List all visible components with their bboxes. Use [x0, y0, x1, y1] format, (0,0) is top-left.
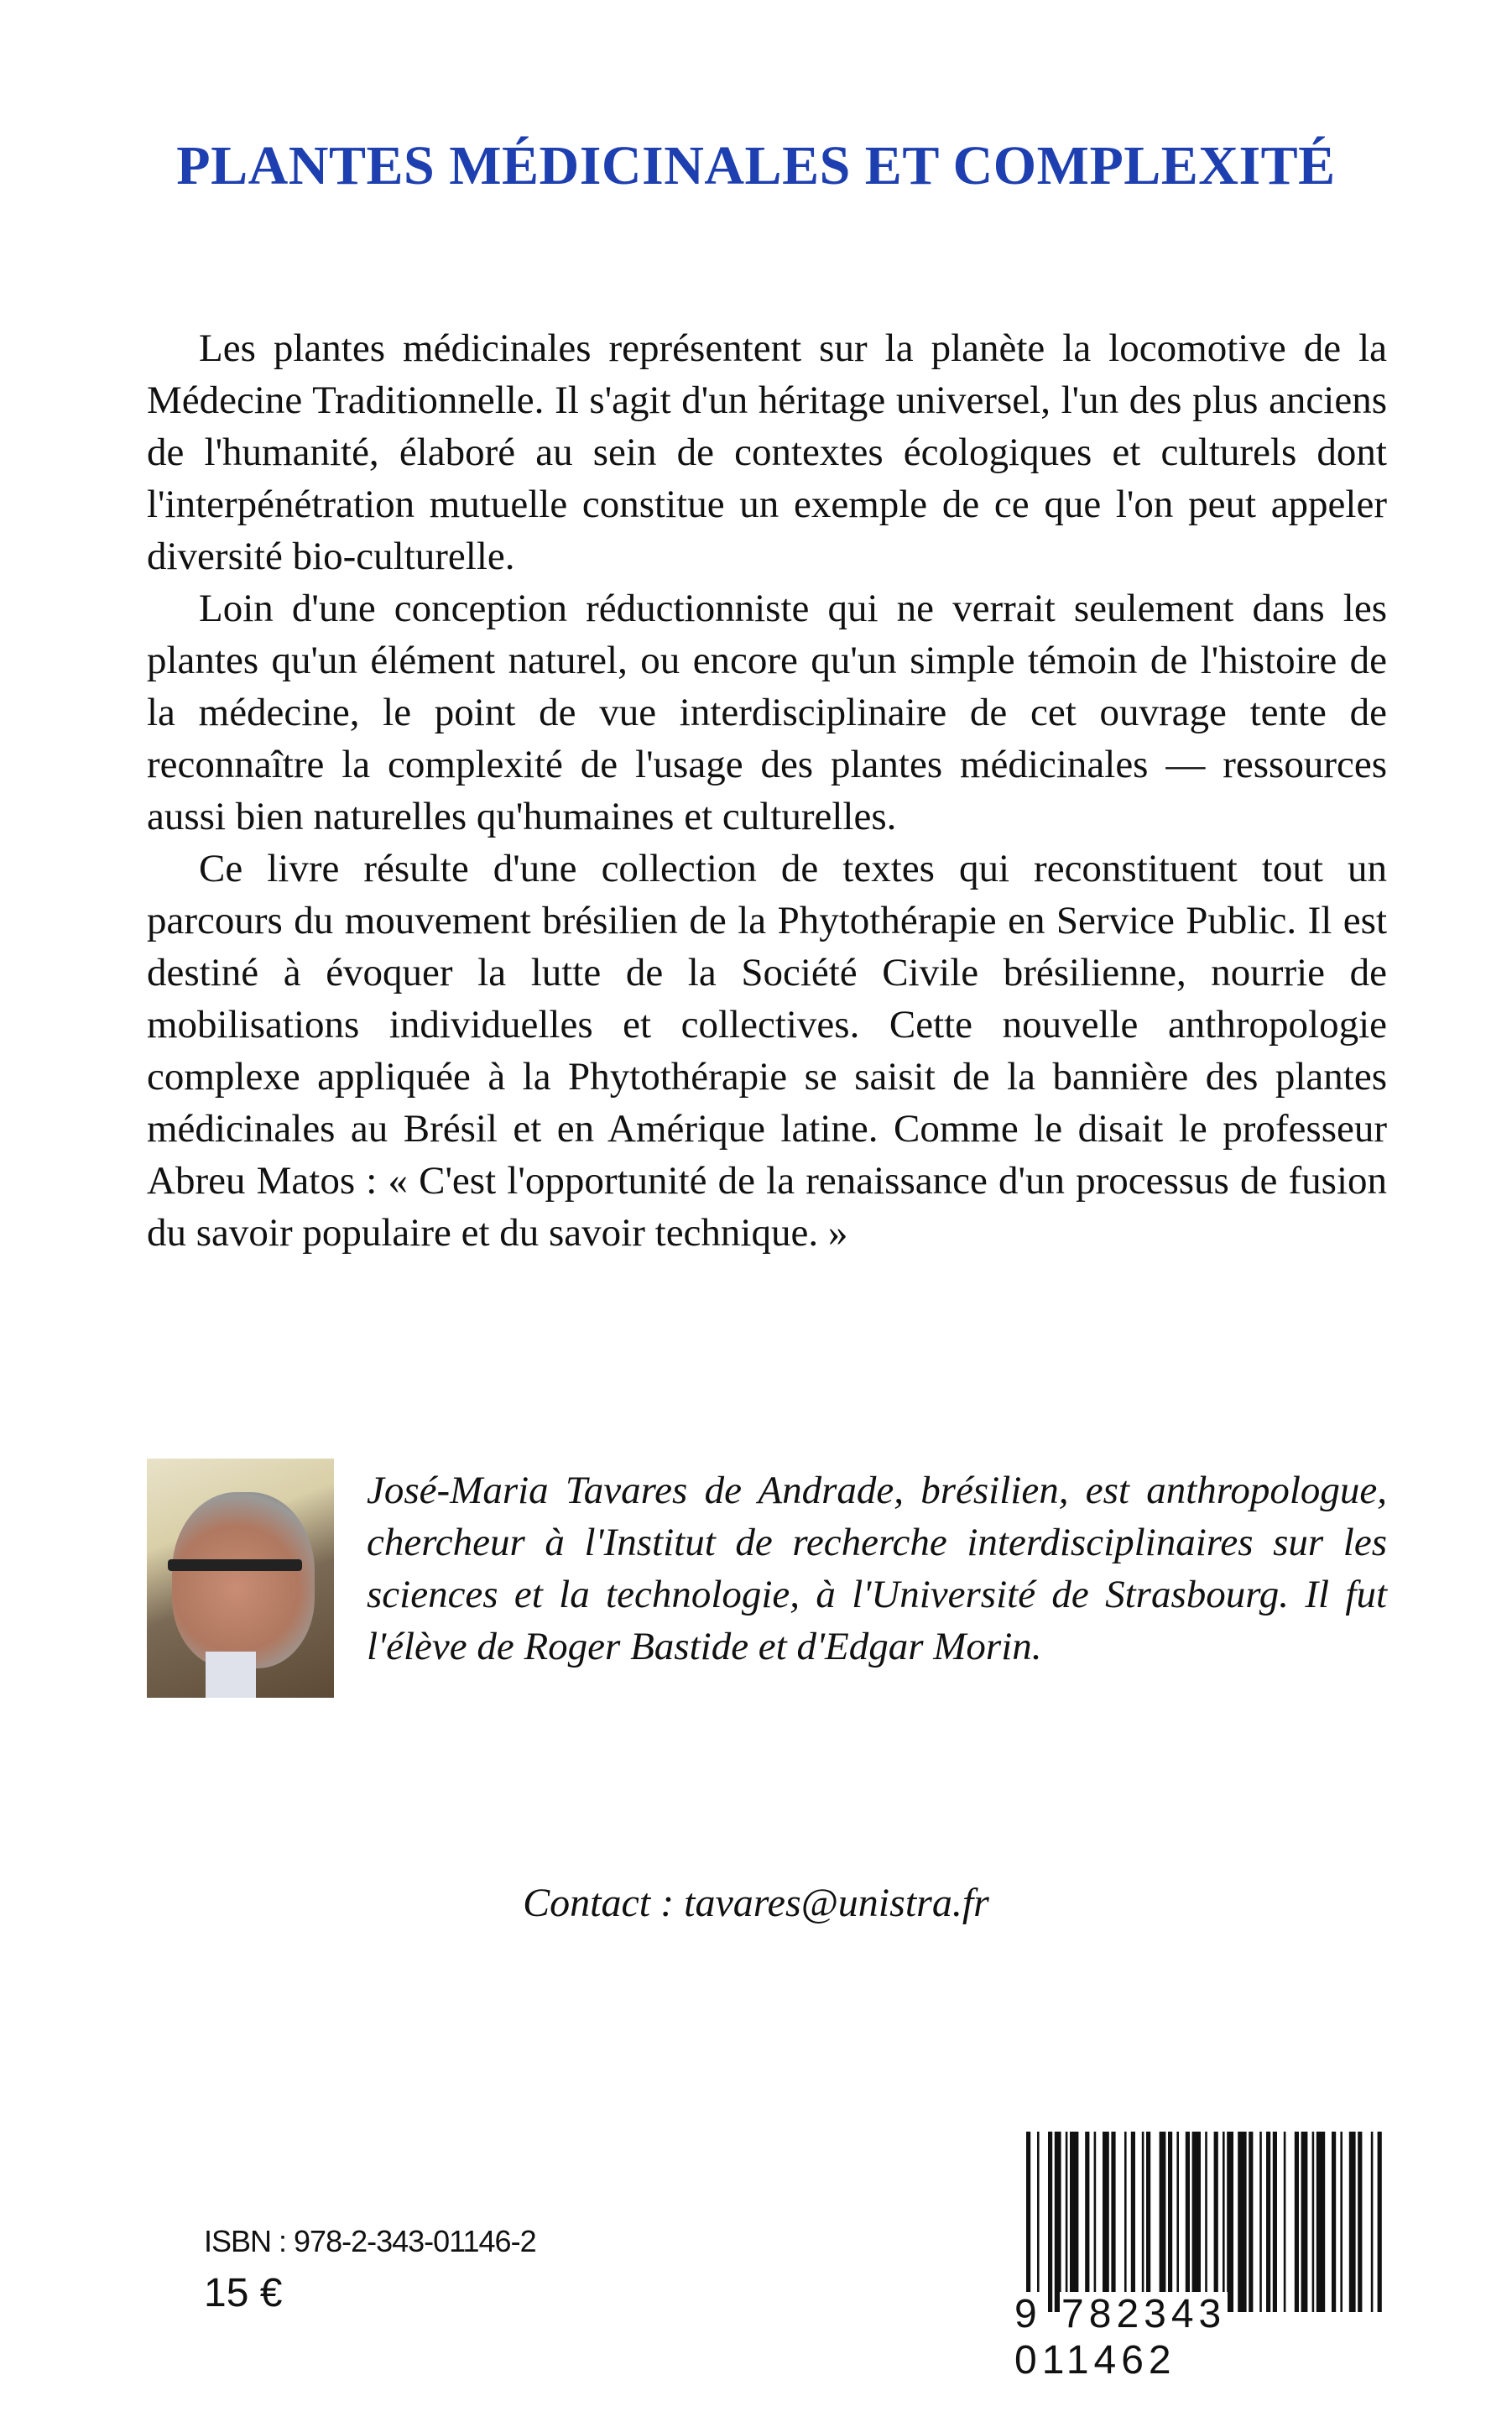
barcode-bar: [1026, 2132, 1030, 2312]
summary-paragraph: Loin d'une conception réductionniste qui ne verrait seulement dans les plantes qu'un élément naturel, ou encore qu'un simple témoin de l'histoire de la médecine, le point de vue interdisciplinaire de cet ouvrage tente de reconnaître la complexité de l'usage des plantes médicinales — ressources aussi bien naturelles qu'humaines et culturelles.: [147, 587, 1387, 838]
barcode-bar: [1160, 2132, 1166, 2312]
barcode-bar: [1349, 2132, 1356, 2312]
barcode-bar: [1124, 2132, 1127, 2312]
barcode-bar: [1295, 2132, 1299, 2312]
author-photo: [147, 1459, 334, 1698]
barcode-bar: [1371, 2132, 1374, 2312]
barcode-bar: [1214, 2132, 1218, 2312]
barcode-bar: [1094, 2132, 1097, 2312]
barcode-bar: [1238, 2132, 1246, 2312]
barcode-first-digit: 9: [1014, 2292, 1042, 2336]
barcode-bar: [1192, 2132, 1201, 2312]
barcode-bar: [1186, 2132, 1190, 2312]
barcode-bar: [1358, 2132, 1362, 2312]
barcode-bar: [1176, 2132, 1179, 2312]
barcode-bar: [1332, 2132, 1336, 2312]
barcode-bar: [1048, 2132, 1052, 2312]
barcode-bars: [1019, 2132, 1393, 2312]
barcode-bar: [1037, 2132, 1040, 2312]
barcode-bar: [1103, 2132, 1109, 2312]
barcode: [1014, 2132, 1393, 2383]
barcode-bar: [1227, 2132, 1233, 2312]
back-cover-summary: [147, 322, 1387, 1259]
summary-paragraph: Les plantes médicinales représentent sur la planète la locomotive de la Médecine Traditionnelle. Il s'agit d'un héritage universel, l'un des plus anciens de l'humanité, élaboré au sein de contextes écologiques et culturels dont l'interpénétration mutuelle constitue un exemple de ce que l'on peut appeler diversité bio-culturelle.: [147, 326, 1387, 578]
isbn: ISBN : 978-2-343-01146-2: [204, 2224, 536, 2258]
contact-email: Contact : tavares@unistra.fr: [523, 1881, 989, 1925]
price: 15 €: [204, 2271, 283, 2315]
barcode-bar: [1146, 2132, 1150, 2312]
barcode-bar: [1340, 2132, 1343, 2312]
barcode-bar: [1055, 2132, 1061, 2312]
barcode-bar: [1316, 2132, 1325, 2312]
barcode-bar: [1066, 2132, 1068, 2312]
barcode-bar: [1070, 2132, 1078, 2312]
barcode-bar: [1142, 2132, 1144, 2312]
barcode-digits: [1013, 2291, 1393, 2383]
barcode-bar: [1131, 2132, 1135, 2312]
barcode-bar: [1223, 2132, 1225, 2312]
barcode-bar: [1249, 2132, 1253, 2312]
barcode-bar: [1085, 2132, 1089, 2312]
barcode-bar: [1312, 2132, 1315, 2312]
barcode-left-digits: 782343: [1061, 2292, 1227, 2336]
barcode-bar: [1111, 2132, 1115, 2312]
author-bio: José-Maria Tavares de Andrade, brésilien, est anthropologue, chercheur à l'Institut de recherche interdisciplinaires sur les sciences et la technologie, à l'Université de Strasbourg. Il fut l'élève de Roger Bastide et d'Edgar Morin.: [367, 1469, 1387, 1668]
barcode-bar: [1266, 2132, 1270, 2312]
barcode-bar: [1301, 2132, 1308, 2312]
barcode-bar: [1273, 2132, 1277, 2312]
barcode-bar: [1284, 2132, 1286, 2312]
barcode-bar: [1259, 2132, 1262, 2312]
summary-paragraph: Ce livre résulte d'une collection de textes qui reconstituent tout un parcours du mouvement brésilien de la Phytothérapie en Service Public. Il est destiné à évoquer la lutte de la Société Civile brésilienne, nourrie de mobilisations individuelles et collectives. Cette nouvelle anthropologie complexe appliquée à la Phytothérapie se saisit de la bannière des plantes médicinales au Brésil et en Amérique latine. Comme le disait le professeur Abreu Matos : « C'est l'opportunité de la renaissance d'un processus de fusion du savoir populaire et du savoir technique. »: [147, 847, 1387, 1255]
barcode-bar: [1378, 2132, 1382, 2312]
barcode-bar: [1168, 2132, 1172, 2312]
barcode-right-digits: 011462: [1014, 2338, 1176, 2383]
book-title: PLANTES MÉDICINALES ET COMPLEXITÉ: [176, 135, 1336, 196]
barcode-bar: [1205, 2132, 1207, 2312]
